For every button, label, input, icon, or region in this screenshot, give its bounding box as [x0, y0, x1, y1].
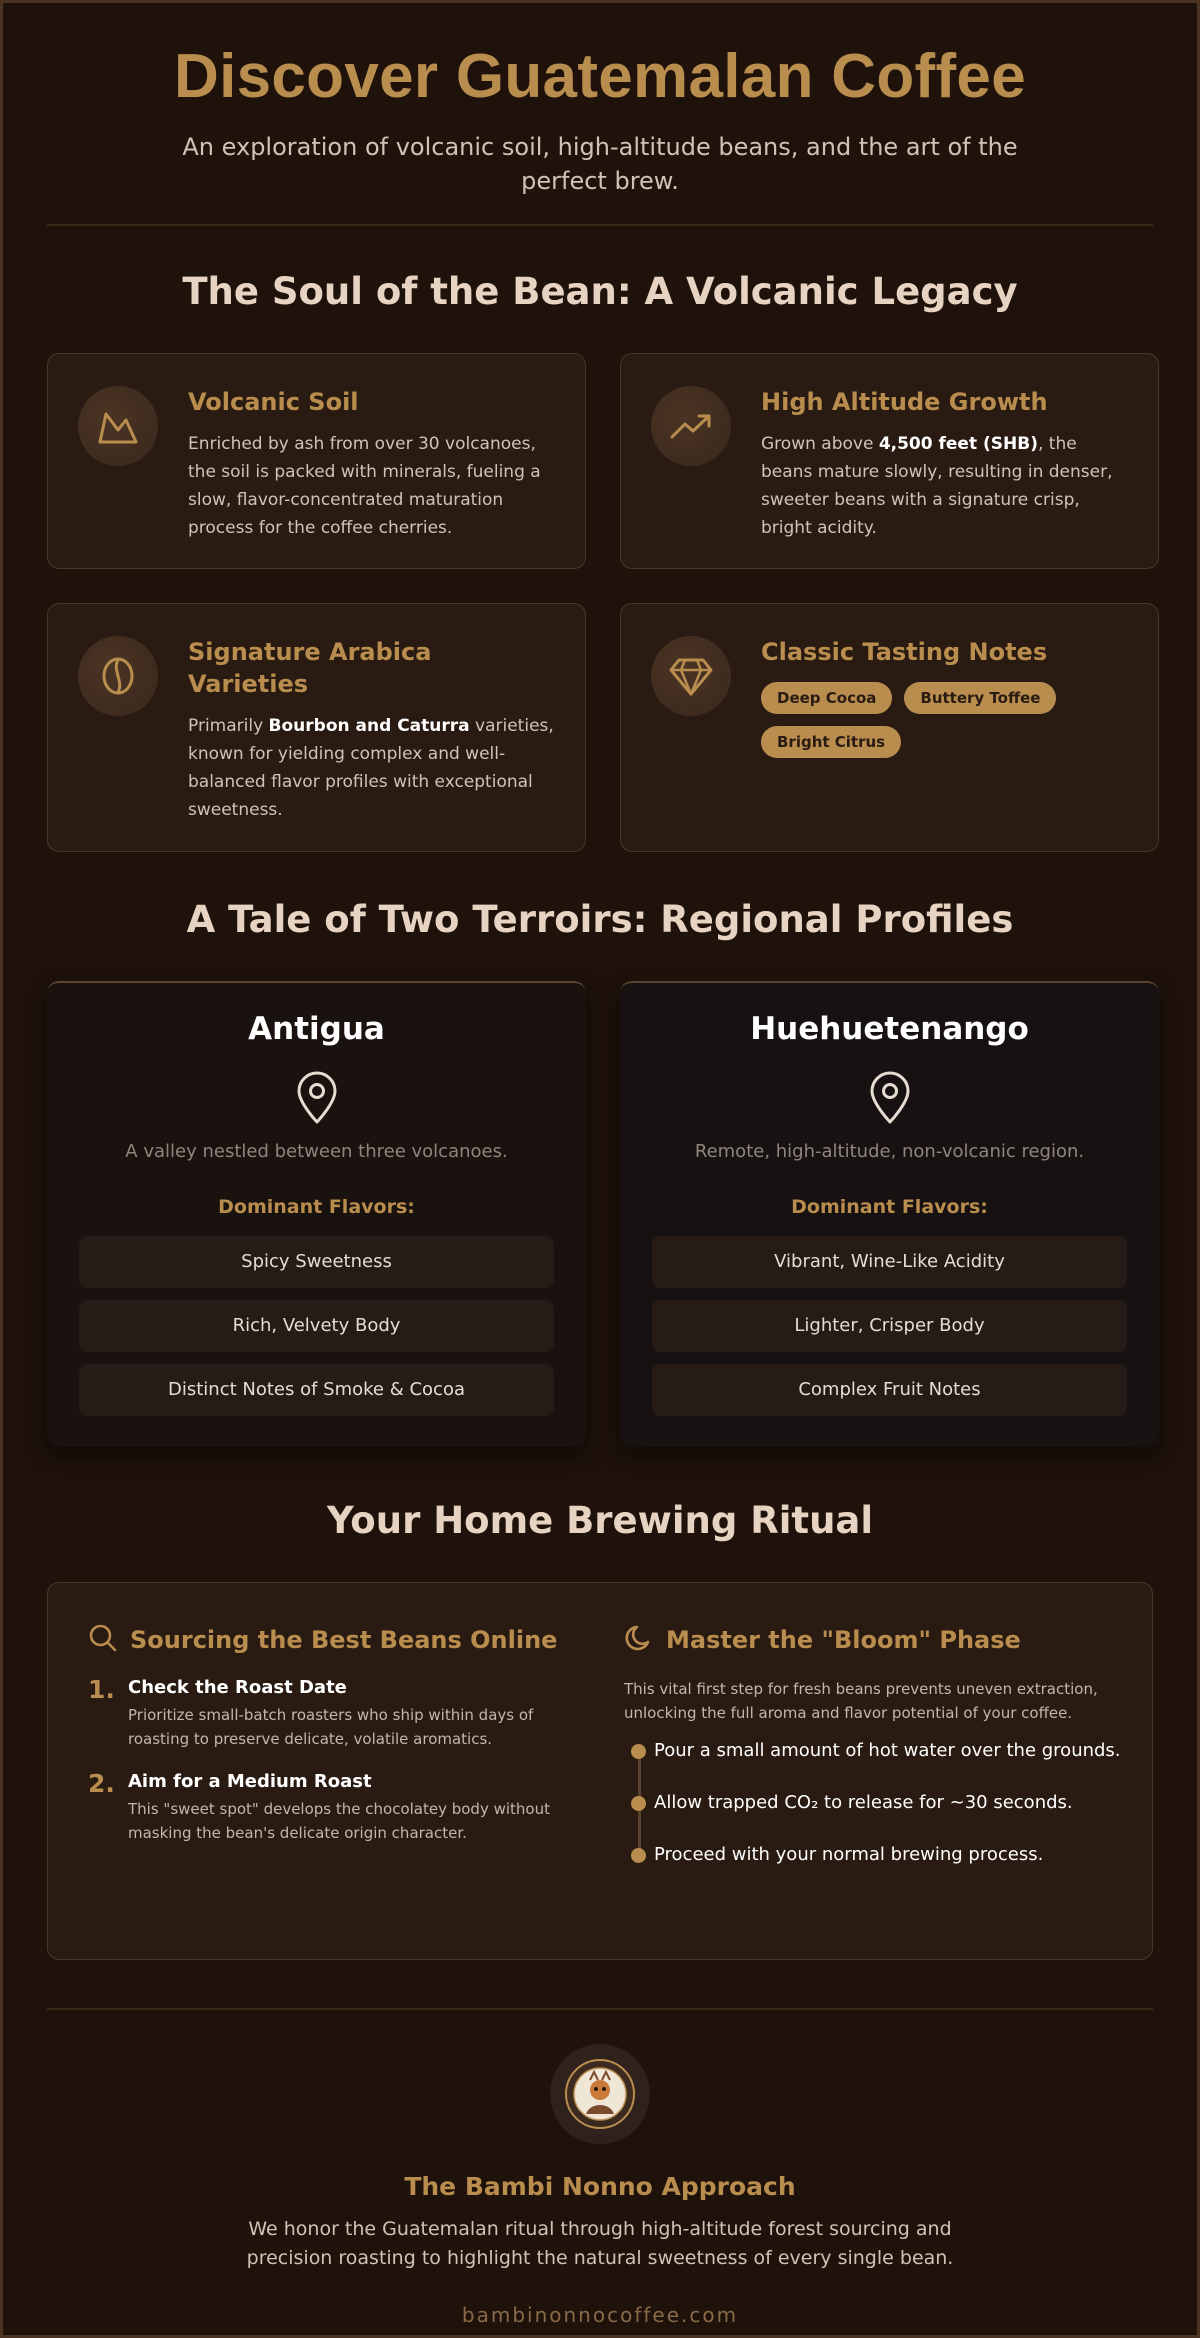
region-card-huehuetenango	[620, 981, 1159, 1447]
step-number: 1.	[88, 1675, 115, 1704]
page-title: Discover Guatemalan Coffee	[174, 42, 1026, 111]
timeline-text: Proceed with your normal brewing process.	[654, 1844, 1044, 1865]
footer-title: The Bambi Nonno Approach	[404, 2172, 796, 2201]
feature-title: Classic Tasting Notes	[761, 638, 1048, 666]
bloom-column	[624, 1623, 1124, 1959]
region-name: Antigua	[248, 1011, 385, 1047]
sourcing-steps	[88, 1675, 624, 1845]
region-name: Huehuetenango	[750, 1011, 1029, 1047]
feature-text-bold: 4,500 feet (SHB)	[878, 434, 1038, 454]
feature-card-high-altitude	[620, 353, 1159, 569]
region-flavors-label: Dominant Flavors:	[218, 1196, 415, 1218]
search-icon	[88, 1623, 118, 1657]
map-pin-icon	[652, 1071, 1127, 1127]
bambi-nonno-logo-icon	[550, 2044, 650, 2144]
bloom-title: Master the "Bloom" Phase	[666, 1626, 1021, 1654]
timeline-item	[654, 1737, 1124, 1765]
region-grid	[47, 981, 1153, 1447]
feature-grid	[47, 353, 1153, 852]
feature-text	[761, 430, 1128, 542]
feature-text-part: Grown above	[761, 434, 879, 454]
feature-title: Signature Arabica Varieties	[188, 638, 432, 698]
flavor-list	[79, 1236, 554, 1416]
footer-divider	[47, 2008, 1153, 2010]
flavor-item: Spicy Sweetness	[79, 1236, 554, 1288]
feature-card-tasting-notes	[620, 603, 1159, 852]
footer-text: We honor the Guatemalan ritual through high-altitude forest sourcing and precision roasting to highlight the natural sweetness of every single bean.	[246, 2218, 954, 2269]
timeline-item	[654, 1789, 1124, 1817]
step-text: This "sweet spot" develops the chocolatey body without masking the bean's delicate origin character.	[128, 1800, 550, 1842]
feature-text-bold: Bourbon and Caturra	[268, 716, 470, 736]
coffee-bean-icon	[78, 636, 158, 716]
page-subtitle: An exploration of volcanic soil, high-altitude beans, and the art of the perfect brew.	[182, 133, 1018, 195]
sourcing-column	[88, 1623, 624, 1959]
flavor-item: Complex Fruit Notes	[652, 1364, 1127, 1416]
sourcing-step	[88, 1675, 624, 1751]
feature-text	[188, 712, 555, 824]
flavor-item: Lighter, Crisper Body	[652, 1300, 1127, 1352]
timeline-text: Pour a small amount of hot water over the grounds.	[654, 1740, 1121, 1761]
region-desc: A valley nestled between three volcanoes.	[125, 1141, 508, 1162]
step-number: 2.	[88, 1769, 115, 1798]
trending-up-icon	[651, 386, 731, 466]
timeline-dot	[631, 1796, 646, 1811]
region-card-antigua	[47, 981, 586, 1447]
feature-title: High Altitude Growth	[761, 388, 1048, 416]
step-title: Aim for a Medium Roast	[128, 1771, 372, 1792]
page-header	[3, 3, 1197, 198]
timeline-text: Allow trapped CO₂ to release for ~30 seconds.	[654, 1792, 1073, 1813]
feature-text: Enriched by ash from over 30 volcanoes, the soil is packed with minerals, fueling a slow, flavor-concentrated maturation process for the coffee cherries.	[188, 434, 541, 538]
tag: Bright Citrus	[761, 726, 901, 758]
map-pin-icon	[79, 1071, 554, 1127]
bloom-header	[624, 1623, 1124, 1657]
sourcing-step	[88, 1769, 624, 1845]
flavor-item: Rich, Velvety Body	[79, 1300, 554, 1352]
step-text: Prioritize small-batch roasters who ship within days of roasting to preserve delicate, volatile aromatics.	[128, 1706, 534, 1748]
sourcing-header	[88, 1623, 624, 1657]
section-title-soul: The Soul of the Bean: A Volcanic Legacy	[182, 270, 1018, 313]
timeline-dot	[631, 1744, 646, 1759]
step-title: Check the Roast Date	[128, 1677, 347, 1698]
section-title-regions: A Tale of Two Terroirs: Regional Profiles	[186, 898, 1014, 941]
tag: Buttery Toffee	[904, 682, 1056, 714]
feature-text-part: Primarily	[188, 716, 269, 736]
flavor-item: Vibrant, Wine-Like Acidity	[652, 1236, 1127, 1288]
feature-text-part: varieties, known for yielding complex and well-balanced flavor profiles with exceptional sweetness.	[188, 716, 554, 820]
region-desc: Remote, high-altitude, non-volcanic region.	[694, 1141, 1085, 1162]
header-divider	[47, 224, 1153, 226]
feature-card-volcanic-soil	[47, 353, 586, 569]
diamond-icon	[651, 636, 731, 716]
bloom-timeline	[624, 1737, 1124, 1869]
tasting-tags	[761, 682, 1101, 758]
moon-icon	[624, 1623, 654, 1657]
brewing-card	[47, 1582, 1153, 1960]
flavor-list	[652, 1236, 1127, 1416]
region-flavors-label: Dominant Flavors:	[791, 1196, 988, 1218]
feature-title: Volcanic Soil	[188, 388, 359, 416]
mountain-icon	[78, 386, 158, 466]
sourcing-title: Sourcing the Best Beans Online	[130, 1626, 558, 1654]
timeline-dot	[631, 1848, 646, 1863]
tag: Deep Cocoa	[761, 682, 892, 714]
footer	[3, 2044, 1197, 2327]
flavor-item: Distinct Notes of Smoke & Cocoa	[79, 1364, 554, 1416]
timeline-item	[654, 1841, 1124, 1869]
section-title-brewing: Your Home Brewing Ritual	[326, 1499, 874, 1542]
footer-url[interactable]: bambinonnocoffee.com	[461, 2303, 739, 2327]
feature-text-part: , the beans mature slowly, resulting in denser, sweeter beans with a signature crisp, bright acidity.	[761, 434, 1113, 538]
feature-card-arabica	[47, 603, 586, 852]
bloom-text: This vital first step for fresh beans prevents uneven extraction, unlocking the full aroma and flavor potential of your coffee.	[624, 1680, 1098, 1722]
